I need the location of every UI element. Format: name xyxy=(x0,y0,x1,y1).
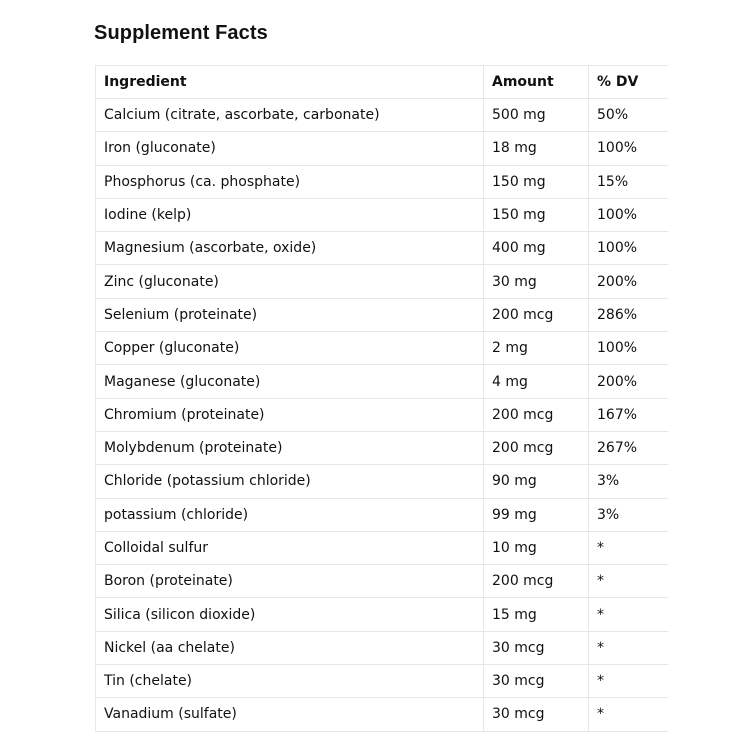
table-row xyxy=(96,165,668,198)
ingredient-cell: Zinc (gluconate) xyxy=(96,265,484,298)
table-header-row xyxy=(96,66,668,99)
ingredient-cell: potassium (chloride) xyxy=(96,498,484,531)
amount-cell: 30 mcg xyxy=(484,631,589,664)
ingredient-cell: Maganese (gluconate) xyxy=(96,365,484,398)
amount-cell: 15 mg xyxy=(484,598,589,631)
table-row xyxy=(96,698,668,731)
amount-cell: 150 mg xyxy=(484,165,589,198)
table-row xyxy=(96,99,668,132)
amount-cell: 30 mcg xyxy=(484,665,589,698)
dv-cell: * xyxy=(589,598,668,631)
dv-cell: * xyxy=(589,631,668,664)
table-row xyxy=(96,531,668,564)
ingredient-cell: Iron (gluconate) xyxy=(96,132,484,165)
amount-cell: 400 mg xyxy=(484,232,589,265)
table-row xyxy=(96,465,668,498)
dv-cell: 286% xyxy=(589,298,668,331)
amount-cell: 4 mg xyxy=(484,365,589,398)
ingredient-cell: Iodine (kelp) xyxy=(96,198,484,231)
dv-cell: 200% xyxy=(589,365,668,398)
dv-cell: 100% xyxy=(589,132,668,165)
table-row xyxy=(96,598,668,631)
table-row xyxy=(96,265,668,298)
dv-cell: 15% xyxy=(589,165,668,198)
dv-cell: * xyxy=(589,698,668,731)
ingredient-cell: Silica (silicon dioxide) xyxy=(96,598,484,631)
amount-cell: 99 mg xyxy=(484,498,589,531)
dv-cell: 200% xyxy=(589,265,668,298)
dv-cell: 3% xyxy=(589,498,668,531)
table-row xyxy=(96,298,668,331)
amount-cell: 10 mg xyxy=(484,531,589,564)
table-row xyxy=(96,398,668,431)
table-row xyxy=(96,132,668,165)
table-row xyxy=(96,232,668,265)
dv-cell: 267% xyxy=(589,431,668,464)
ingredient-cell: Selenium (proteinate) xyxy=(96,298,484,331)
amount-cell: 2 mg xyxy=(484,332,589,365)
amount-cell: 30 mcg xyxy=(484,698,589,731)
ingredient-cell: Vanadium (sulfate) xyxy=(96,698,484,731)
amount-cell: 200 mcg xyxy=(484,565,589,598)
dv-cell: * xyxy=(589,565,668,598)
table-body xyxy=(96,99,668,732)
table-row xyxy=(96,431,668,464)
header-ingredient: Ingredient xyxy=(96,66,484,99)
ingredient-cell: Magnesium (ascorbate, oxide) xyxy=(96,232,484,265)
dv-cell: * xyxy=(589,665,668,698)
dv-cell: 100% xyxy=(589,232,668,265)
amount-cell: 30 mg xyxy=(484,265,589,298)
amount-cell: 200 mcg xyxy=(484,431,589,464)
dv-cell: 100% xyxy=(589,332,668,365)
dv-cell: * xyxy=(589,531,668,564)
ingredient-cell: Tin (chelate) xyxy=(96,665,484,698)
ingredient-cell: Calcium (citrate, ascorbate, carbonate) xyxy=(96,99,484,132)
table-row xyxy=(96,365,668,398)
ingredient-cell: Boron (proteinate) xyxy=(96,565,484,598)
page-title: Supplement Facts xyxy=(94,22,268,44)
amount-cell: 200 mcg xyxy=(484,298,589,331)
ingredient-cell: Chromium (proteinate) xyxy=(96,398,484,431)
amount-cell: 500 mg xyxy=(484,99,589,132)
ingredient-cell: Chloride (potassium chloride) xyxy=(96,465,484,498)
ingredient-cell: Colloidal sulfur xyxy=(96,531,484,564)
supplement-facts-table xyxy=(95,65,668,732)
table-row xyxy=(96,332,668,365)
amount-cell: 18 mg xyxy=(484,132,589,165)
table-row xyxy=(96,665,668,698)
table-row xyxy=(96,565,668,598)
dv-cell: 100% xyxy=(589,198,668,231)
table-row xyxy=(96,198,668,231)
ingredient-cell: Copper (gluconate) xyxy=(96,332,484,365)
table-row xyxy=(96,631,668,664)
amount-cell: 150 mg xyxy=(484,198,589,231)
header-amount: Amount xyxy=(484,66,589,99)
dv-cell: 3% xyxy=(589,465,668,498)
header-dv: % DV xyxy=(589,66,668,99)
dv-cell: 167% xyxy=(589,398,668,431)
amount-cell: 200 mcg xyxy=(484,398,589,431)
table-row xyxy=(96,498,668,531)
ingredient-cell: Nickel (aa chelate) xyxy=(96,631,484,664)
ingredient-cell: Phosphorus (ca. phosphate) xyxy=(96,165,484,198)
amount-cell: 90 mg xyxy=(484,465,589,498)
dv-cell: 50% xyxy=(589,99,668,132)
ingredient-cell: Molybdenum (proteinate) xyxy=(96,431,484,464)
